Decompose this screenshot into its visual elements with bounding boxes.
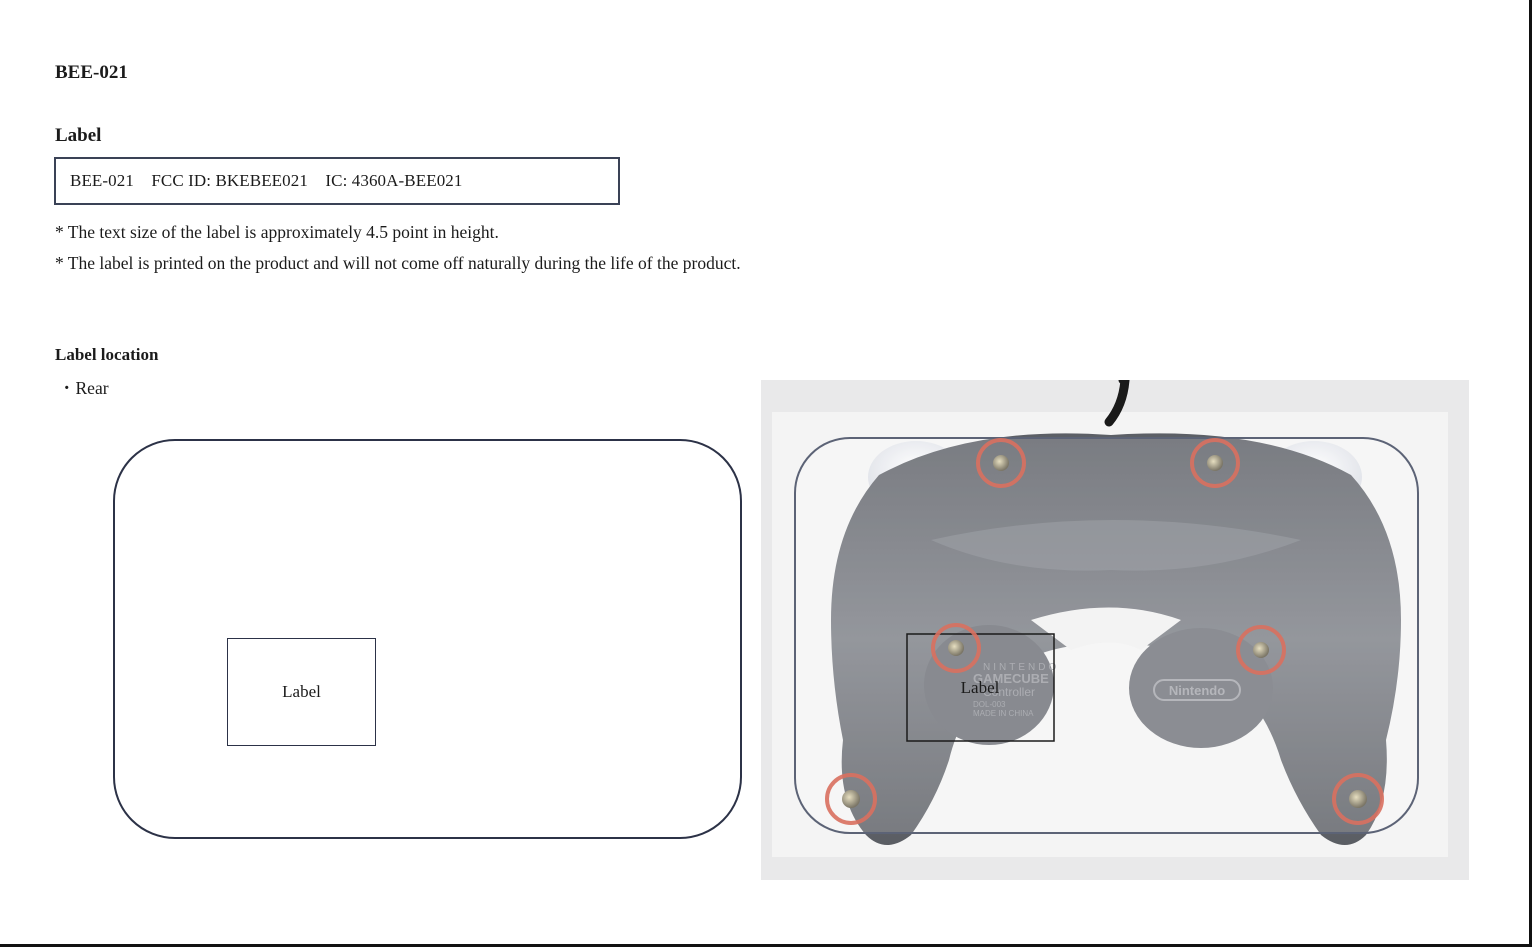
photo-outline-overlay — [795, 438, 1418, 833]
emboss-brand: NINTENDO — [983, 662, 1060, 673]
label-location-item: ・Rear — [58, 378, 109, 398]
label-location-heading: Label location — [55, 345, 159, 364]
emboss-controller: Controller — [983, 685, 1036, 699]
emboss-product: GAMECUBE — [973, 671, 1049, 686]
label-sample-box — [54, 157, 620, 205]
diagram-label-box: Label — [227, 638, 376, 746]
controller-rear-photo — [761, 380, 1469, 880]
label-sample-text: BEE-021 FCC ID: BKEBEE021 IC: 4360A-BEE021 — [70, 171, 463, 190]
model-number-heading: BEE-021 — [55, 62, 128, 83]
label-section-heading: Label — [55, 125, 102, 146]
label-note-text-size: * The text size of the label is approximately 4.5 point in height. — [55, 222, 499, 242]
nintendo-logo: Nintendo — [1168, 683, 1226, 698]
photo-label-text: Label — [960, 678, 1000, 697]
emboss-model: DOL-003 — [973, 700, 1006, 709]
label-note-printed: * The label is printed on the product and will not come off naturally during the life of the product. — [55, 253, 741, 273]
rear-outline-diagram — [113, 439, 742, 839]
emboss-origin: MADE IN CHINA — [973, 709, 1034, 718]
